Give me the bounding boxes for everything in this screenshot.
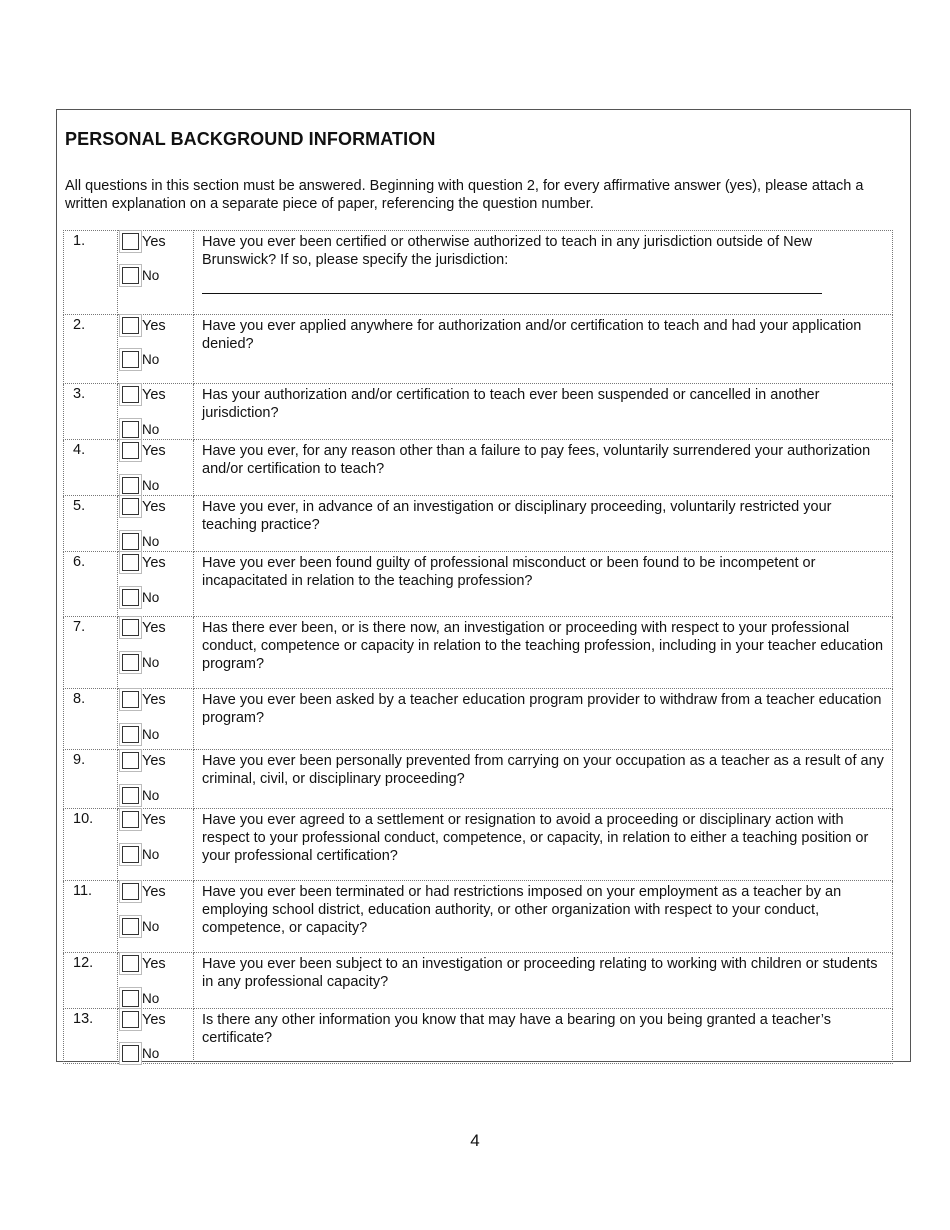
question-number: 12. bbox=[64, 953, 118, 1009]
no-label: No bbox=[142, 478, 160, 493]
no-checkbox[interactable] bbox=[122, 477, 139, 494]
no-label: No bbox=[142, 268, 160, 283]
no-label: No bbox=[142, 919, 160, 934]
no-checkbox[interactable] bbox=[122, 654, 139, 671]
page-number: 4 bbox=[470, 1131, 480, 1150]
question-text: Have you ever been personally prevented from carrying on your occupation as a teacher as a result of any criminal, civil, or disciplinary proceeding? bbox=[202, 753, 884, 787]
no-label: No bbox=[142, 534, 160, 549]
answer-options bbox=[118, 809, 194, 881]
answer-options bbox=[118, 750, 194, 809]
question-number: 2. bbox=[64, 315, 118, 384]
question-text: Have you ever been terminated or had restrictions imposed on your employment as a teacher by an employing school district, education authority, or other organization with respect to your conduct, competence, or capacity? bbox=[202, 884, 842, 936]
question-row bbox=[64, 617, 893, 689]
no-checkbox[interactable] bbox=[122, 846, 139, 863]
question-cell bbox=[194, 231, 893, 315]
yes-label: Yes bbox=[142, 498, 166, 515]
question-row bbox=[64, 552, 893, 617]
yes-checkbox[interactable] bbox=[122, 955, 139, 972]
no-label: No bbox=[142, 1046, 160, 1061]
no-label: No bbox=[142, 352, 160, 367]
answer-options bbox=[118, 881, 194, 953]
question-number: 7. bbox=[64, 617, 118, 689]
no-option[interactable] bbox=[122, 787, 159, 804]
yes-option[interactable] bbox=[122, 955, 166, 972]
question-cell bbox=[194, 809, 893, 881]
yes-label: Yes bbox=[142, 386, 166, 403]
no-checkbox[interactable] bbox=[122, 726, 139, 743]
yes-option[interactable] bbox=[122, 317, 166, 334]
yes-label: Yes bbox=[142, 442, 166, 459]
question-cell bbox=[194, 689, 893, 750]
section-title: PERSONAL BACKGROUND INFORMATION bbox=[65, 129, 436, 149]
question-number: 3. bbox=[64, 384, 118, 440]
no-checkbox[interactable] bbox=[122, 267, 139, 284]
answer-options bbox=[118, 953, 194, 1009]
question-number: 10. bbox=[64, 809, 118, 881]
no-checkbox[interactable] bbox=[122, 351, 139, 368]
yes-option[interactable] bbox=[122, 752, 166, 769]
yes-checkbox[interactable] bbox=[122, 752, 139, 769]
no-option[interactable] bbox=[122, 918, 159, 935]
question-cell bbox=[194, 1009, 893, 1064]
no-checkbox[interactable] bbox=[122, 990, 139, 1007]
question-text: Have you ever been subject to an investigation or proceeding relating to working with children or students in any professional capacity? bbox=[202, 956, 878, 990]
question-cell bbox=[194, 750, 893, 809]
question-row bbox=[64, 384, 893, 440]
no-option[interactable] bbox=[122, 990, 159, 1007]
question-row bbox=[64, 881, 893, 953]
yes-option[interactable] bbox=[122, 554, 166, 571]
question-cell bbox=[194, 881, 893, 953]
question-row bbox=[64, 809, 893, 881]
yes-label: Yes bbox=[142, 233, 166, 250]
yes-label: Yes bbox=[142, 554, 166, 571]
answer-options bbox=[118, 552, 194, 617]
question-number: 4. bbox=[64, 440, 118, 496]
no-option[interactable] bbox=[122, 351, 159, 368]
yes-option[interactable] bbox=[122, 498, 166, 515]
answer-options bbox=[118, 689, 194, 750]
yes-option[interactable] bbox=[122, 691, 166, 708]
no-label: No bbox=[142, 991, 160, 1006]
answer-options bbox=[118, 231, 194, 315]
yes-option[interactable] bbox=[122, 442, 166, 459]
question-text: Have you ever been asked by a teacher education program provider to withdraw from a teacher education program? bbox=[202, 692, 882, 726]
no-checkbox[interactable] bbox=[122, 1045, 139, 1062]
yes-checkbox[interactable] bbox=[122, 619, 139, 636]
yes-checkbox[interactable] bbox=[122, 554, 139, 571]
question-cell bbox=[194, 440, 893, 496]
question-number: 11. bbox=[64, 881, 118, 953]
question-text: Have you ever, for any reason other than a failure to pay fees, voluntarily surrendered your authorization and/or certification to teach? bbox=[202, 443, 871, 477]
answer-options bbox=[118, 440, 194, 496]
question-row bbox=[64, 496, 893, 552]
no-checkbox[interactable] bbox=[122, 589, 139, 606]
section-intro: All questions in this section must be answered. Beginning with question 2, for every affirmative answer (yes), please attach a written explanation on a separate piece of paper, referencing the question number. bbox=[65, 178, 864, 212]
questions-table bbox=[63, 230, 893, 1064]
question-text: Is there any other information you know that may have a bearing on you being granted a teacher’s certificate? bbox=[202, 1012, 831, 1046]
question-text: Has there ever been, or is there now, an investigation or proceeding with respect to your professional conduct, competence or capacity in relation to the teaching profession, including in your teacher education program? bbox=[202, 620, 884, 672]
yes-option[interactable] bbox=[122, 619, 166, 636]
question-cell bbox=[194, 496, 893, 552]
yes-option[interactable] bbox=[122, 386, 166, 403]
yes-option[interactable] bbox=[122, 883, 166, 900]
question-row bbox=[64, 231, 893, 315]
jurisdiction-field[interactable] bbox=[202, 273, 822, 294]
no-checkbox[interactable] bbox=[122, 533, 139, 550]
yes-label: Yes bbox=[142, 619, 166, 636]
no-label: No bbox=[142, 847, 160, 862]
question-text: Have you ever applied anywhere for authorization and/or certification to teach and had your application denied? bbox=[202, 318, 862, 352]
yes-checkbox[interactable] bbox=[122, 442, 139, 459]
yes-label: Yes bbox=[142, 883, 166, 900]
no-option[interactable] bbox=[122, 533, 159, 550]
question-text: Has your authorization and/or certification to teach ever been suspended or cancelled in another jurisdiction? bbox=[202, 387, 820, 421]
no-label: No bbox=[142, 655, 160, 670]
yes-checkbox[interactable] bbox=[122, 317, 139, 334]
yes-label: Yes bbox=[142, 317, 166, 334]
no-option[interactable] bbox=[122, 477, 159, 494]
question-cell bbox=[194, 953, 893, 1009]
answer-options bbox=[118, 1009, 194, 1064]
no-checkbox[interactable] bbox=[122, 918, 139, 935]
question-number: 5. bbox=[64, 496, 118, 552]
yes-checkbox[interactable] bbox=[122, 811, 139, 828]
yes-checkbox[interactable] bbox=[122, 1011, 139, 1028]
no-checkbox[interactable] bbox=[122, 787, 139, 804]
yes-checkbox[interactable] bbox=[122, 883, 139, 900]
no-checkbox[interactable] bbox=[122, 421, 139, 438]
no-option[interactable] bbox=[122, 267, 159, 284]
yes-checkbox[interactable] bbox=[122, 498, 139, 515]
answer-options bbox=[118, 617, 194, 689]
question-text: Have you ever agreed to a settlement or resignation to avoid a proceeding or disciplinary action with respect to your professional conduct, competence, or capacity, in relation to either a teaching position or your professional certification? bbox=[202, 812, 869, 864]
yes-checkbox[interactable] bbox=[122, 691, 139, 708]
question-row bbox=[64, 750, 893, 809]
yes-option[interactable] bbox=[122, 233, 166, 250]
yes-label: Yes bbox=[142, 752, 166, 769]
question-row bbox=[64, 953, 893, 1009]
question-number: 1. bbox=[64, 231, 118, 315]
question-number: 9. bbox=[64, 750, 118, 809]
question-text: Have you ever, in advance of an investigation or disciplinary proceeding, voluntarily restricted your teaching practice? bbox=[202, 499, 832, 533]
question-cell bbox=[194, 552, 893, 617]
no-option[interactable] bbox=[122, 589, 159, 606]
no-option[interactable] bbox=[122, 846, 159, 863]
answer-options bbox=[118, 496, 194, 552]
yes-label: Yes bbox=[142, 955, 166, 972]
question-text: Have you ever been found guilty of professional misconduct or been found to be incompetent or incapacitated in relation to the teaching profession? bbox=[202, 555, 816, 589]
question-row bbox=[64, 440, 893, 496]
no-option[interactable] bbox=[122, 654, 159, 671]
no-option[interactable] bbox=[122, 421, 159, 438]
yes-option[interactable] bbox=[122, 1011, 166, 1028]
answer-options bbox=[118, 384, 194, 440]
yes-checkbox[interactable] bbox=[122, 386, 139, 403]
no-label: No bbox=[142, 788, 160, 803]
no-option[interactable] bbox=[122, 726, 159, 743]
question-row bbox=[64, 689, 893, 750]
question-text: Have you ever been certified or otherwise authorized to teach in any jurisdiction outside of New Brunswick? If so, please specify the jurisdiction: bbox=[202, 234, 813, 268]
yes-label: Yes bbox=[142, 811, 166, 828]
answer-options bbox=[118, 315, 194, 384]
no-label: No bbox=[142, 422, 160, 437]
no-option[interactable] bbox=[122, 1045, 159, 1062]
yes-label: Yes bbox=[142, 691, 166, 708]
yes-label: Yes bbox=[142, 1011, 166, 1028]
question-cell bbox=[194, 315, 893, 384]
question-number: 13. bbox=[64, 1009, 118, 1064]
yes-option[interactable] bbox=[122, 811, 166, 828]
no-label: No bbox=[142, 590, 160, 605]
question-number: 8. bbox=[64, 689, 118, 750]
no-label: No bbox=[142, 727, 160, 742]
question-row bbox=[64, 1009, 893, 1064]
question-number: 6. bbox=[64, 552, 118, 617]
question-row bbox=[64, 315, 893, 384]
question-cell bbox=[194, 384, 893, 440]
yes-checkbox[interactable] bbox=[122, 233, 139, 250]
question-cell bbox=[194, 617, 893, 689]
